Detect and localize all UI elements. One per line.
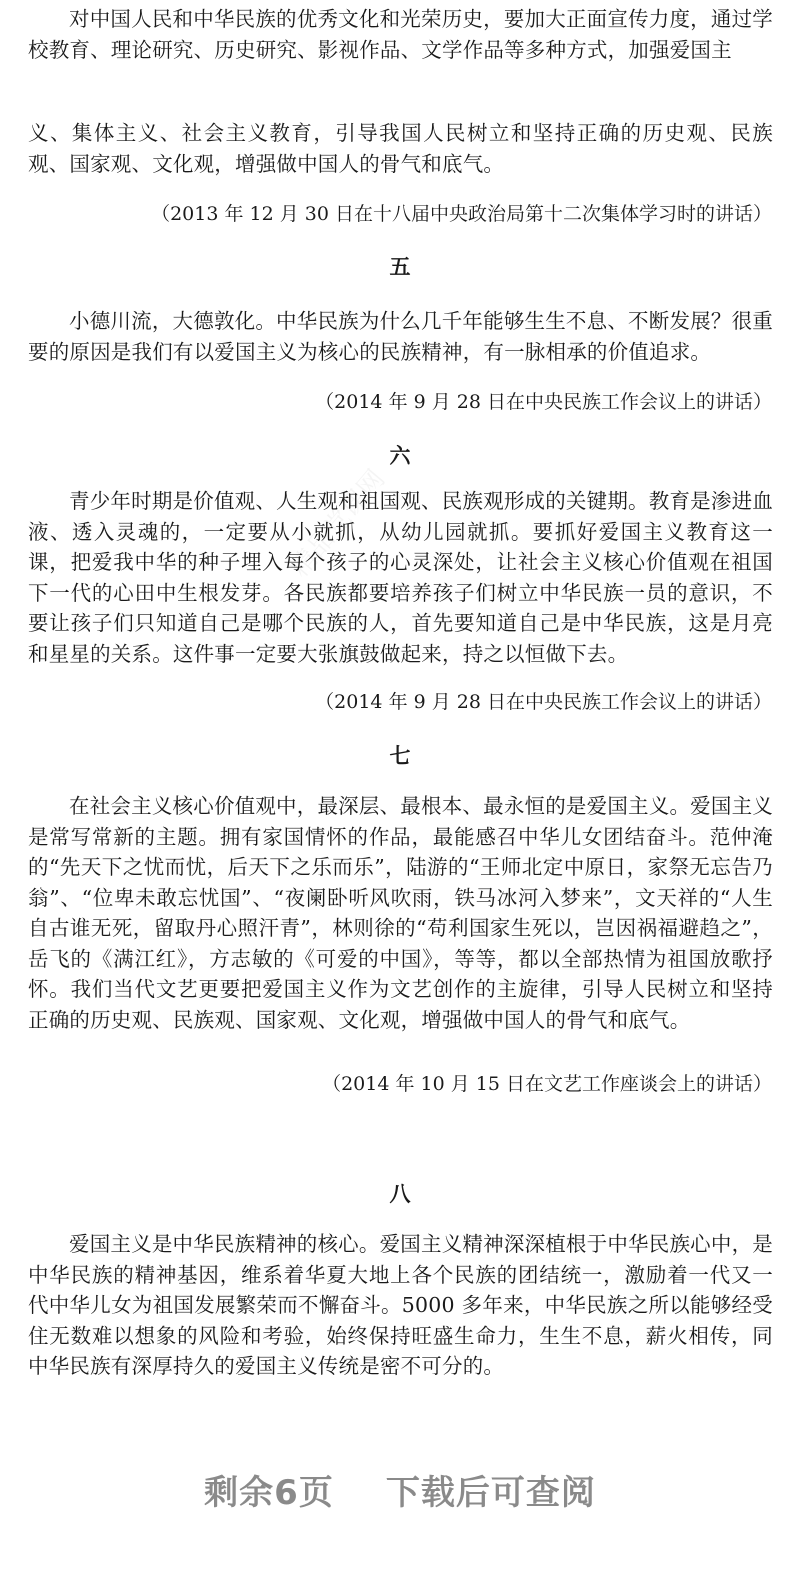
section-heading-7: 七 — [389, 743, 411, 768]
paragraph-8: 爱国主义是中华民族精神的核心。爱国主义精神深深植根于中华民族心中，是中华民族的精神基因，维系着华夏大地上各个民族的团结统一，激励着一代又一代中华儿女为祖国发展繁荣而不懈奋斗。5000 多年来，中华民族之所以能够经受住无数难以想象的风险和考验，始终保持旺盛生命力，生生不息，薪火相传，同中华民族有深厚持久的爱国主义传统是密不可分的。 — [28, 1232, 773, 1378]
section-heading-8: 八 — [389, 1181, 411, 1206]
section-heading-5: 五 — [389, 254, 411, 279]
paragraph-5: 小德川流，大德敦化。中华民族为什么几千年能够生生不息、不断发展？很重要的原因是我们有以爱国主义为核心的民族精神，有一脉相承的价值追求。 — [28, 309, 773, 364]
remaining-pages-label: 剩余6页 — [204, 1473, 334, 1513]
paragraph-4-part2: 义、集体主义、社会主义教育，引导我国人民树立和坚持正确的历史观、民族观、国家观、文化观，增强做中国人的骨气和底气。 — [28, 121, 773, 176]
paragraph-4-part1: 对中国人民和中华民族的优秀文化和光荣历史，要加大正面宣传力度，通过学校教育、理论研究、历史研究、影视作品、文学作品等多种方式，加强爱国主 — [28, 7, 773, 62]
citation-4: （2013 年 12 月 30 日在十八届中央政治局第十二次集体学习时的讲话） — [151, 203, 772, 225]
paragraph-7: 在社会主义核心价值观中，最深层、最根本、最永恒的是爱国主义。爱国主义是常写常新的主题。拥有家国情怀的作品，最能感召中华儿女团结奋斗。范仲淹的“先天下之忧而忧，后天下之乐而乐”，陆游的“王师北定中原日，家祭无忘告乃翁”、“位卑未敢忘忧国”、“夜阑卧听风吹雨，铁马冰河入梦来”，文天祥的“人生自古谁无死，留取丹心照汗青”，林则徐的“苟利国家生死以，岂因祸福避趋之”，岳飞的《满江红》，方志敏的《可爱的中国》，等等，都以全部热情为祖国放歌抒怀。我们当代文艺更要把爱国主义作为文艺创作的主旋律，引导人民树立和坚持正确的历史观、民族观、国家观、文化观，增强做中国人的骨气和底气。 — [28, 794, 773, 1032]
citation-5: （2014 年 9 月 28 日在中央民族工作会议上的讲话） — [315, 391, 772, 413]
paragraph-6: 青少年时期是价值观、人生观和祖国观、民族观形成的关键期。教育是渗进血液、透入灵魂的，一定要从小就抓，从幼儿园就抓。要抓好爱国主义教育这一课，把爱我中华的种子埋入每个孩子的心灵深处，让社会主义核心价值观在祖国下一代的心田中生根发芽。各民族都要培养孩子们树立中华民族一员的意识，不要让孩子们只知道自己是哪个民族的人，首先要知道自己是中华民族，这是月亮和星星的关系。这件事一定要大张旗鼓做起来，持之以恒做下去。 — [28, 489, 773, 666]
citation-6: （2014 年 9 月 28 日在中央民族工作会议上的讲话） — [315, 691, 772, 713]
citation-7: （2014 年 10 月 15 日在文艺工作座谈会上的讲话） — [322, 1073, 772, 1095]
download-to-read-banner[interactable] — [0, 1465, 800, 1514]
section-heading-6: 六 — [389, 443, 411, 468]
download-prompt-label: 下载后可查阅 — [385, 1473, 596, 1513]
